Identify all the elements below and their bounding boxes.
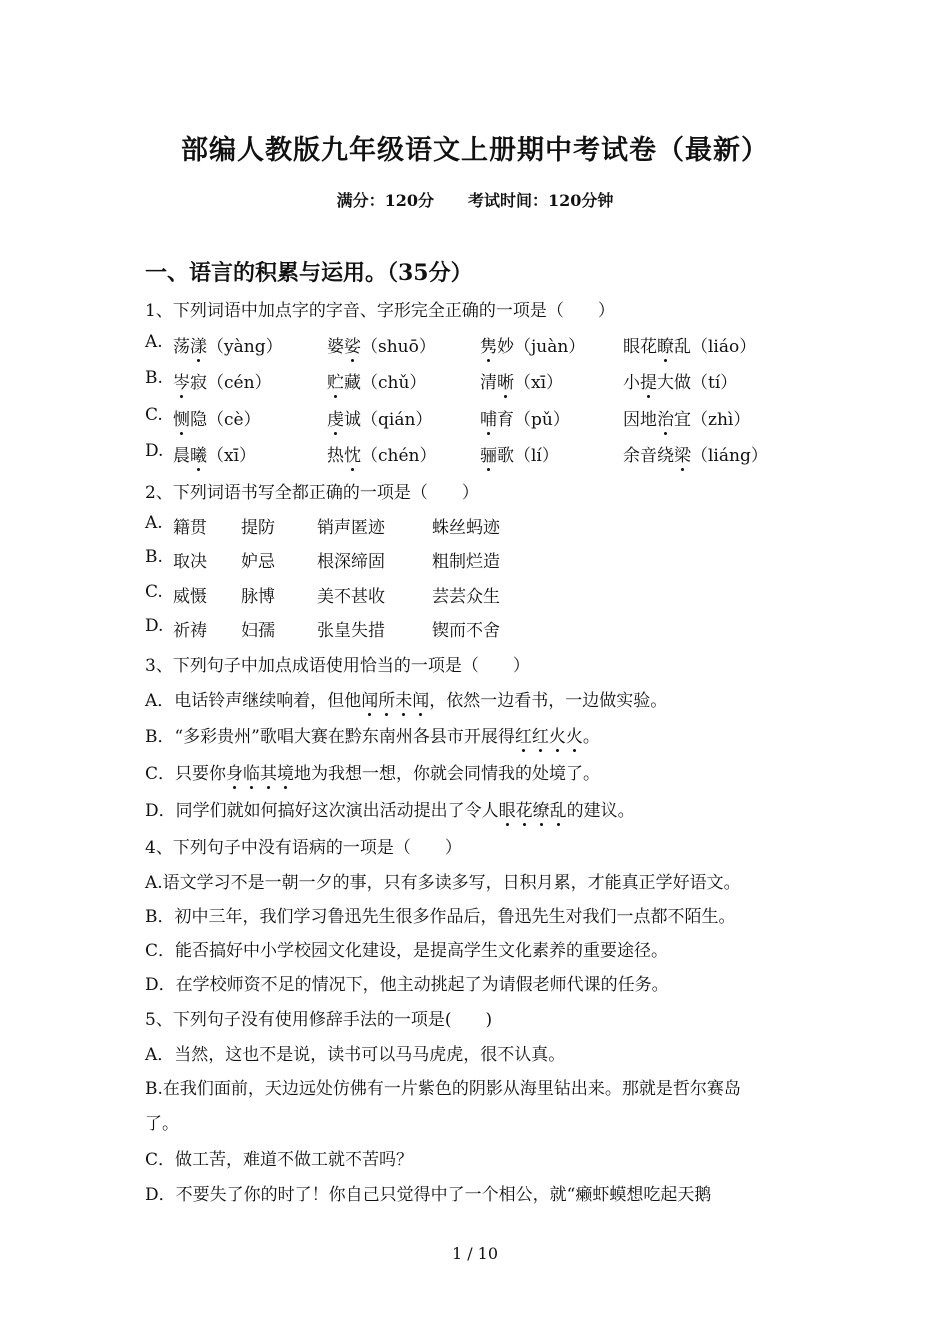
page-title: 部编人教版九年级语文上册期中考试卷（最新）: [181, 135, 769, 166]
q4-option: C．能否搞好中小学校园文化建设，是提高学生文化素养的重要途径。: [145, 941, 669, 961]
q3-option: B．“多彩贵州”歌唱大赛在黔东南州各县市开展得红红火火。: [145, 727, 600, 747]
q5-option: A．当然，这也不是说，读书可以马马虎虎，很不认真。: [145, 1045, 566, 1065]
option-word: 妒忌: [241, 552, 275, 572]
page-number: 1 / 10: [451, 1244, 499, 1263]
option-label: D.: [145, 616, 164, 636]
option-label: A.: [145, 513, 163, 533]
q4-option: B．初中三年，我们学习鲁迅先生很多作品后，鲁迅先生对我们一点都不陌生。: [145, 907, 736, 927]
full-score: 满分：120分: [336, 191, 434, 210]
emphasis-char: 乱: [549, 801, 567, 821]
option-word: 取决: [173, 552, 207, 572]
emphasis-char: 火: [548, 727, 566, 747]
q5-option: B.在我们面前，天边远处仿佛有一片紫色的阴影从海里钻出来。那就是哲尔赛岛: [145, 1079, 741, 1099]
question-4-stem: 4、下列句子中没有语病的一项是（ ）: [145, 838, 462, 858]
q5-option: D．不要失了你的时了！你自己只觉得中了一个相公，就“癞虾蟆想吃起天鹅: [145, 1185, 712, 1205]
emphasis-char: 境: [277, 764, 295, 784]
exam-duration: 考试时间：120分钟: [468, 191, 614, 210]
option-word: 妇孺: [241, 621, 275, 641]
option-word: 蛛丝蚂迹: [432, 518, 500, 538]
emphasis-char: 缭: [532, 801, 550, 821]
option-word: 威慑: [173, 587, 207, 607]
question-1-stem: 1、下列词语中加点字的字音、字形完全正确的一项是（ ）: [145, 301, 615, 321]
option-item: 热忱（chén）: [327, 446, 437, 466]
option-word: 美不甚收: [317, 587, 385, 607]
q4-option: A.语文学习不是一朝一夕的事，只有多读多写，日积月累，才能真正学好语文。: [145, 873, 741, 893]
option-item: 恻隐（cè）: [173, 410, 261, 430]
q4-option: D．在学校师资不足的情况下，他主动挑起了为请假老师代课的任务。: [145, 975, 669, 995]
emphasis-char: 其: [260, 764, 278, 784]
q3-option: A．电话铃声继续响着，但他闻所未闻，依然一边看书，一边做实验。: [145, 691, 668, 711]
option-label: C.: [145, 582, 163, 602]
option-word: 销声匿迹: [317, 518, 385, 538]
option-word: 根深缔固: [317, 552, 385, 572]
emphasis-char: 红: [531, 727, 549, 747]
option-item: 贮藏（chǔ）: [327, 373, 427, 393]
q3-option: D．同学们就如何搞好这次演出活动提出了令人眼花缭乱的建议。: [145, 801, 635, 821]
option-word: 粗制烂造: [432, 552, 500, 572]
q3-option: C．只要你身临其境地为我想一想，你就会同情我的处境了。: [145, 764, 601, 784]
option-item: 虔诚（qián）: [327, 410, 433, 430]
option-label: A.: [145, 332, 163, 352]
option-word: 锲而不舍: [432, 621, 500, 641]
option-item: 骊歌（lí）: [480, 446, 559, 466]
option-item: 岑寂（cén）: [173, 373, 272, 393]
option-label: C.: [145, 405, 163, 425]
question-5-stem: 5、下列句子没有使用修辞手法的一项是( ): [145, 1010, 493, 1030]
option-label: B.: [145, 547, 163, 567]
emphasis-char: 红: [514, 727, 532, 747]
option-item: 因地治宜（zhì）: [623, 410, 751, 430]
option-word: 祈祷: [173, 621, 207, 641]
option-item: 晨曦（xī）: [173, 446, 257, 466]
emphasis-char: 未: [395, 691, 413, 711]
option-item: 小提大做（tí）: [623, 373, 738, 393]
option-word: 提防: [241, 518, 275, 538]
option-item: 余音绕梁（liáng）: [623, 446, 768, 466]
option-word: 芸芸众生: [432, 587, 500, 607]
q5-option: C．做工苦，难道不做工就不苦吗？: [145, 1150, 414, 1170]
exam-info: [0, 188, 950, 211]
q5-option-continued: 了。: [145, 1114, 179, 1134]
emphasis-char: 临: [243, 764, 261, 784]
emphasis-char: 花: [515, 801, 533, 821]
option-item: 婆娑（shuō）: [327, 337, 436, 357]
option-word: 脉博: [241, 587, 275, 607]
option-word: 张皇失措: [317, 621, 385, 641]
emphasis-char: 眼: [498, 801, 516, 821]
emphasis-char: 闻: [412, 691, 430, 711]
option-item: 荡漾（yàng）: [173, 337, 283, 357]
question-2-stem: 2、下列词语书写全都正确的一项是（ ）: [145, 483, 479, 503]
option-item: 清晰（xī）: [480, 373, 564, 393]
emphasis-char: 所: [378, 691, 396, 711]
option-item: 哺育（pǔ）: [480, 410, 570, 430]
emphasis-char: 火: [565, 727, 583, 747]
dotted-idiom: [515, 727, 583, 747]
dotted-idiom: [226, 764, 294, 784]
option-label: B.: [145, 368, 163, 388]
option-item: 隽妙（juàn）: [480, 337, 586, 357]
emphasis-char: 身: [226, 764, 244, 784]
question-3-stem: 3、下列句子中加点成语使用恰当的一项是（ ）: [145, 656, 530, 676]
option-label: D.: [145, 441, 164, 461]
option-word: 籍贯: [173, 518, 207, 538]
dotted-idiom: [361, 691, 429, 711]
option-item: 眼花瞭乱（liáo）: [623, 337, 757, 357]
dotted-idiom: [499, 801, 567, 821]
emphasis-char: 闻: [361, 691, 379, 711]
section-heading: 一、语言的积累与运用。（35分）: [145, 260, 473, 286]
